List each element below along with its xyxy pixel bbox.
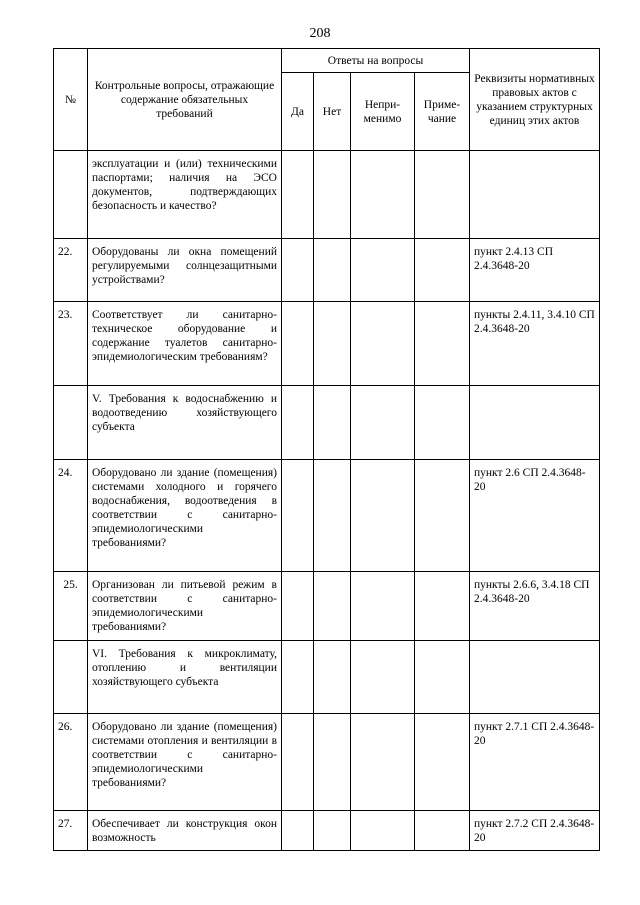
header-answers: Ответы на вопросы: [282, 49, 470, 73]
answer-na-cell: [351, 239, 415, 302]
row-number: 24.: [54, 460, 88, 572]
answer-note-cell: [415, 811, 470, 851]
answer-no-cell: [314, 302, 351, 386]
row-question: эксплуатации и (или) техническими паспортами; наличия на ЭСО документов, подтверждающих безопасность и качество?: [88, 151, 282, 239]
answer-yes-cell: [282, 811, 314, 851]
row-question: Обеспечивает ли конструкция окон возможность: [88, 811, 282, 851]
table-row: [54, 151, 600, 239]
row-question: Оборудовано ли здание (помещения) системами отопления и вентиляции в соответствии с санитарно-эпидемиологическими требованиями?: [88, 714, 282, 811]
table-row: [54, 302, 600, 386]
header-questions: Контрольные вопросы, отражающие содержание обязательных требований: [88, 49, 282, 151]
header-note: Приме-чание: [415, 73, 470, 151]
answer-note-cell: [415, 572, 470, 641]
row-number: 25.: [54, 572, 88, 641]
answer-note-cell: [415, 641, 470, 714]
answer-no-cell: [314, 460, 351, 572]
answer-na-cell: [351, 572, 415, 641]
row-number: 27.: [54, 811, 88, 851]
answer-yes-cell: [282, 239, 314, 302]
answer-note-cell: [415, 302, 470, 386]
answer-no-cell: [314, 641, 351, 714]
section-row: [54, 641, 600, 714]
table-row: [54, 572, 600, 641]
section-heading: V. Требования к водоснабжению и водоотведению хозяйствующего субъекта: [88, 386, 282, 460]
answer-no-cell: [314, 239, 351, 302]
answer-no-cell: [314, 811, 351, 851]
header-no: Нет: [314, 73, 351, 151]
answer-note-cell: [415, 460, 470, 572]
table-row: [54, 811, 600, 851]
answer-na-cell: [351, 386, 415, 460]
row-question: Соответствует ли санитарно-техническое оборудование и содержание туалетов санитарно-эпидемиологическим требованиям?: [88, 302, 282, 386]
answer-note-cell: [415, 151, 470, 239]
row-question: Оборудованы ли окна помещений регулируемыми солнцезащитными устройствами?: [88, 239, 282, 302]
row-requisite: пункты 2.4.11, 3.4.10 СП 2.4.3648-20: [470, 302, 600, 386]
row-requisite: пункт 2.4.13 СП 2.4.3648-20: [470, 239, 600, 302]
row-number: [54, 386, 88, 460]
row-question: Организован ли питьевой режим в соответствии с санитарно-эпидемиологическими требованиями?: [88, 572, 282, 641]
row-requisite: [470, 151, 600, 239]
row-number: 26.: [54, 714, 88, 811]
row-requisite: пункт 2.7.2 СП 2.4.3648-20: [470, 811, 600, 851]
answer-yes-cell: [282, 302, 314, 386]
answer-na-cell: [351, 460, 415, 572]
header-not-applicable: Непри-менимо: [351, 73, 415, 151]
answer-no-cell: [314, 714, 351, 811]
page-number: 208: [309, 26, 331, 41]
row-question: Оборудовано ли здание (помещения) системами холодного и горячего водоснабжения, водоотведения в соответствии с санитарно-эпидемиологическими требованиями?: [88, 460, 282, 572]
answer-na-cell: [351, 151, 415, 239]
header-num: №: [54, 49, 88, 151]
answer-yes-cell: [282, 714, 314, 811]
answer-yes-cell: [282, 572, 314, 641]
checklist-table: [53, 48, 600, 851]
answer-note-cell: [415, 386, 470, 460]
answer-note-cell: [415, 714, 470, 811]
answer-na-cell: [351, 302, 415, 386]
answer-na-cell: [351, 714, 415, 811]
row-number: [54, 641, 88, 714]
row-requisite: [470, 386, 600, 460]
row-number: 23.: [54, 302, 88, 386]
row-requisite: пункт 2.7.1 СП 2.4.3648-20: [470, 714, 600, 811]
row-requisite: пункт 2.6 СП 2.4.3648-20: [470, 460, 600, 572]
table-row: [54, 714, 600, 811]
header-requisites: Реквизиты нормативных правовых актов с указанием структурных единиц этих актов: [470, 49, 600, 151]
section-heading: VI. Требования к микроклимату, отоплению и вентиляции хозяйствующего субъекта: [88, 641, 282, 714]
answer-yes-cell: [282, 386, 314, 460]
answer-note-cell: [415, 239, 470, 302]
answer-no-cell: [314, 386, 351, 460]
row-requisite: [470, 641, 600, 714]
table-row: [54, 239, 600, 302]
header-yes: Да: [282, 73, 314, 151]
row-number: 22.: [54, 239, 88, 302]
answer-na-cell: [351, 641, 415, 714]
answer-yes-cell: [282, 151, 314, 239]
answer-no-cell: [314, 572, 351, 641]
row-requisite: пункты 2.6.6, 3.4.18 СП 2.4.3648-20: [470, 572, 600, 641]
answer-na-cell: [351, 811, 415, 851]
answer-yes-cell: [282, 641, 314, 714]
row-number: [54, 151, 88, 239]
answer-yes-cell: [282, 460, 314, 572]
table-row: [54, 460, 600, 572]
section-row: [54, 386, 600, 460]
answer-no-cell: [314, 151, 351, 239]
